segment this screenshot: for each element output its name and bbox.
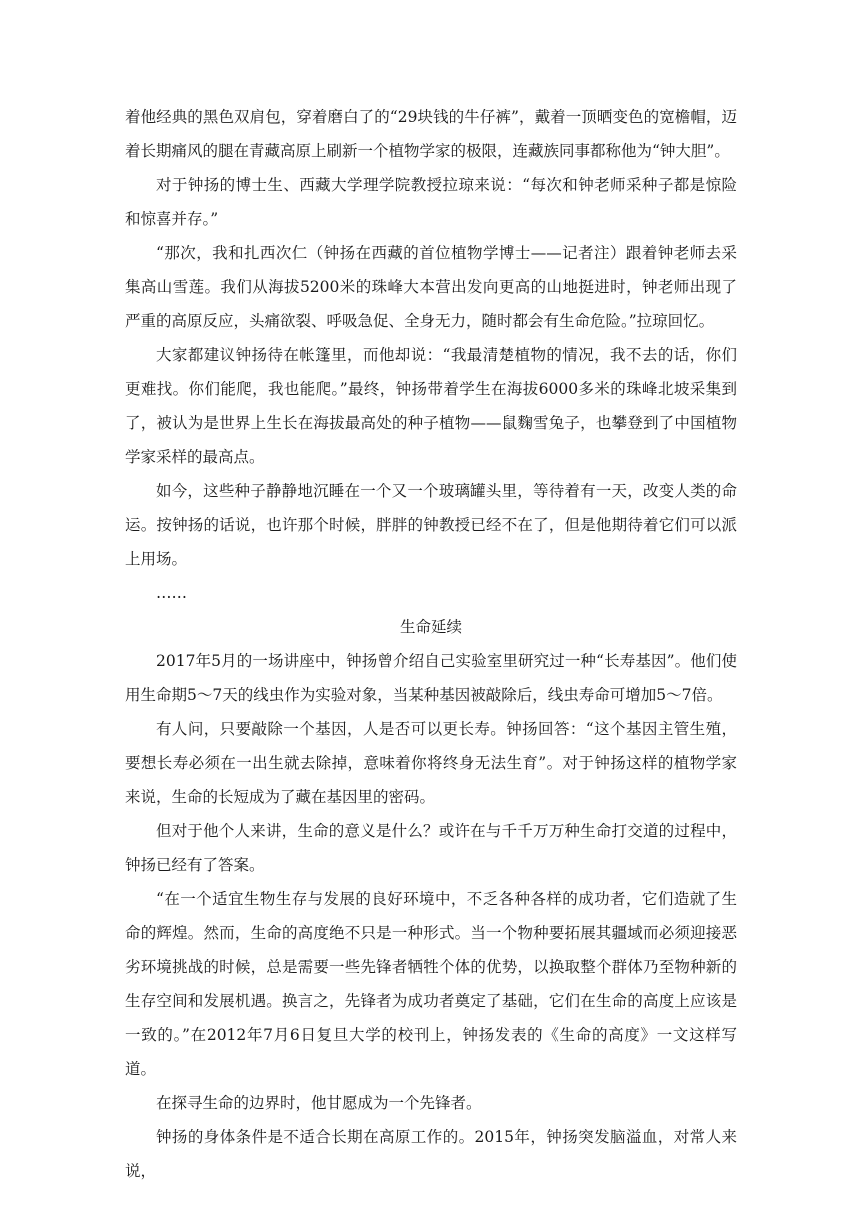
paragraph: 对于钟扬的博士生、西藏大学理学院教授拉琼来说：“每次和钟老师采种子都是惊险和惊喜并存。” xyxy=(125,176,737,228)
paragraph: 在探寻生命的边界时，他甘愿成为一个先锋者。 xyxy=(156,1094,482,1112)
ellipsis: …… xyxy=(156,584,187,602)
paragraph: 钟扬的身体条件是不适合长期在高原工作的。2015年，钟扬突发脑溢血，对常人来说， xyxy=(125,1128,737,1180)
paragraph: 2017年5月的一场讲座中，钟扬曾介绍自己实验室里研究过一种“长寿基因”。他们使用生命期5～7天的线虫作为实验对象，当某种基因被敲除后，线虫寿命可增加5～7倍。 xyxy=(125,652,737,704)
paragraph: 有人问，只要敲除一个基因，人是否可以更长寿。钟扬回答：“这个基因主管生殖，要想长寿必须在一出生就去除掉，意味着你将终身无法生育”。对于钟扬这样的植物学家来说，生命的长短成为了藏在基因里的密码。 xyxy=(125,720,737,806)
document-page xyxy=(125,100,737,1188)
paragraph: 但对于他个人来讲，生命的意义是什么？或许在与千千万万种生命打交道的过程中，钟扬已经有了答案。 xyxy=(125,822,737,874)
paragraph: 大家都建议钟扬待在帐篷里，而他却说：“我最清楚植物的情况，我不去的话，你们更难找。你们能爬，我也能爬。”最终，钟扬带着学生在海拔6000多米的珠峰北坡采集到了，被认为是世界上生长在海拔最高处的种子植物——鼠麴雪兔子，也攀登到了中国植物学家采样的最高点。 xyxy=(125,346,737,466)
paragraph: “在一个适宜生物生存与发展的良好环境中，不乏各种各样的成功者，它们造就了生命的辉煌。然而，生命的高度绝不只是一种形式。当一个物种要拓展其疆域而必须迎接恶劣环境挑战的时候，总是需要一些先锋者牺牲个体的优势，以换取整个群体乃至物种新的生存空间和发展机遇。换言之，先锋者为成功者奠定了基础，它们在生命的高度上应该是一致的。”在2012年7月6日复旦大学的校刊上，钟扬发表的《生命的高度》一文这样写道。 xyxy=(125,890,737,1078)
section-heading: 生命延续 xyxy=(399,618,462,636)
paragraph: 如今，这些种子静静地沉睡在一个又一个玻璃罐头里，等待着有一天，改变人类的命运。按钟扬的话说，也许那个时候，胖胖的钟教授已经不在了，但是他期待着它们可以派上用场。 xyxy=(125,482,737,568)
paragraph: “那次，我和扎西次仁（钟扬在西藏的首位植物学博士——记者注）跟着钟老师去采集高山雪莲。我们从海拔5200米的珠峰大本营出发向更高的山地挺进时，钟老师出现了严重的高原反应，头痛欲裂、呼吸急促、全身无力，随时都会有生命危险。”拉琼回忆。 xyxy=(125,244,737,330)
paragraph-continued: 着他经典的黑色双肩包，穿着磨白了的“29块钱的牛仔裤”，戴着一顶晒变色的宽檐帽，迈着长期痛风的腿在青藏高原上刷新一个植物学家的极限，连藏族同事都称他为“钟大胆”。 xyxy=(125,108,737,160)
